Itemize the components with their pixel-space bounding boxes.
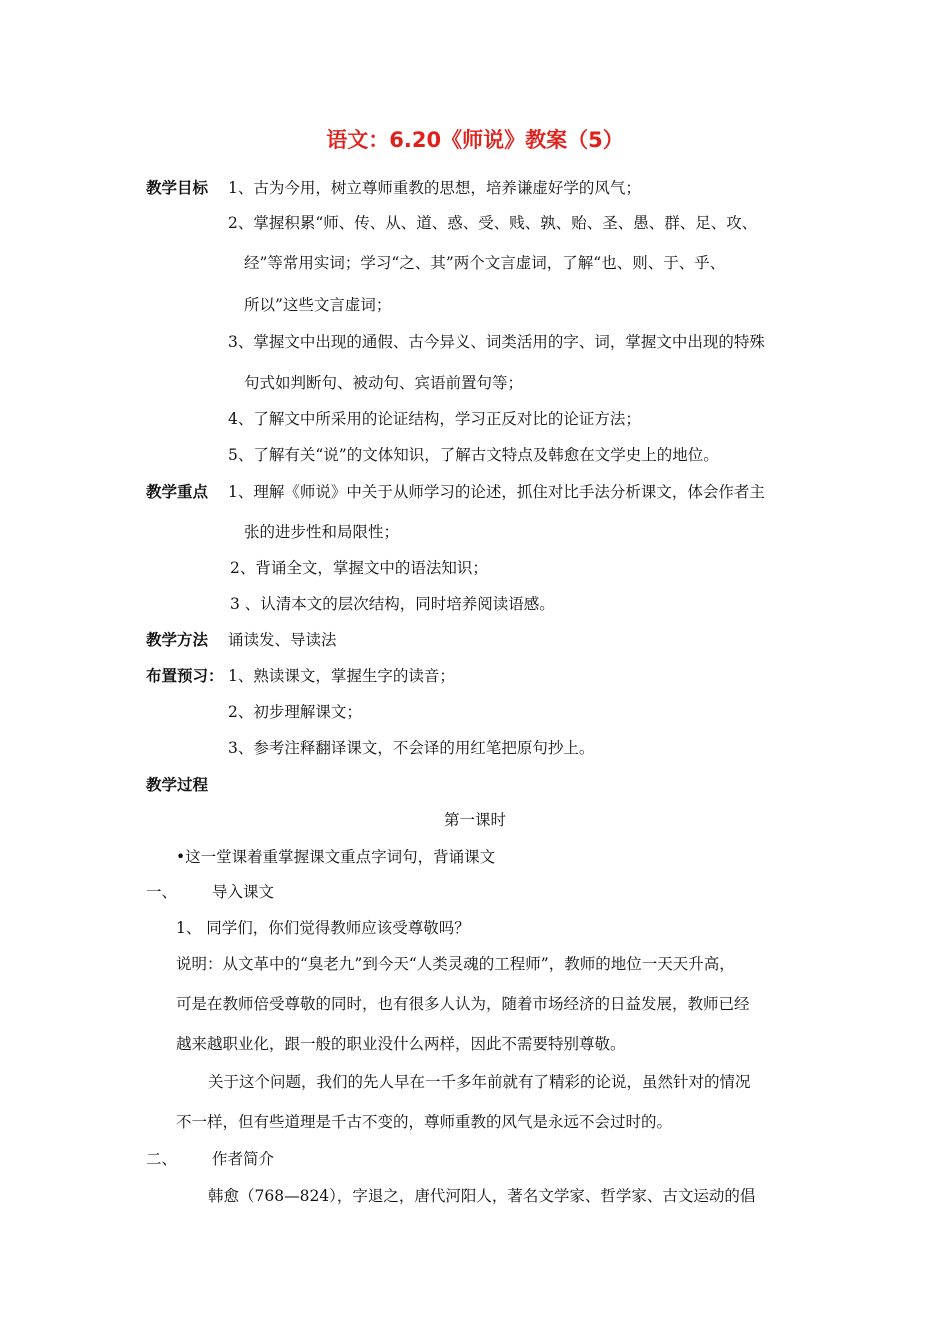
method-text: 诵读发、导读法 bbox=[228, 631, 337, 649]
goals-label: 教学目标 bbox=[146, 179, 209, 197]
goal-line: 所以”这些文言虚词； bbox=[244, 296, 392, 314]
section-number: 二、 bbox=[146, 1150, 178, 1168]
goal-line: 5、了解有关“说”的文体知识，了解古文特点及韩愈在文学史上的地位。 bbox=[228, 446, 719, 464]
section-title: 作者简介 bbox=[212, 1150, 275, 1168]
explain-line: 可是在教师倍受尊敬的同时，也有很多人认为，随着市场经济的日益发展，教师已经 bbox=[176, 995, 750, 1013]
goal-line: 2、掌握积累“师、传、从、道、惑、受、贱、孰、贻、圣、愚、群、足、攻、 bbox=[228, 214, 758, 232]
goal-line: 1、古为今用，树立尊师重教的思想，培养谦虚好学的风气； bbox=[228, 179, 641, 197]
doc-title: 语文：6.20《师说》教案（5） bbox=[326, 128, 624, 152]
section-title: 导入课文 bbox=[212, 883, 275, 901]
author-line: 韩愈（768—824），字退之，唐代河阳人，著名文学家、哲学家、古文运动的倡 bbox=[208, 1187, 756, 1205]
lesson-bullet: •这一堂课着重掌握课文重点字词句，背诵课文 bbox=[176, 848, 496, 866]
preview-label: 布置预习： bbox=[146, 667, 224, 685]
focus-line: 2、背诵全文，掌握文中的语法知识； bbox=[230, 559, 488, 577]
goal-line: 3、掌握文中出现的通假、古今异义、词类活用的字、词，掌握文中出现的特殊 bbox=[228, 333, 765, 351]
question-line: 1、 同学们，你们觉得教师应该受尊敬吗？ bbox=[176, 919, 470, 937]
process-label: 教学过程 bbox=[146, 776, 209, 794]
goal-line: 经”等常用实词；学习“之、其”两个文言虚词，了解“也、则、于、乎、 bbox=[244, 254, 726, 272]
preview-line: 3、参考注释翻译课文，不会译的用红笔把原句抄上。 bbox=[228, 739, 595, 757]
focus-line: 张的进步性和局限性； bbox=[244, 523, 400, 541]
lesson-heading: 第一课时 bbox=[443, 811, 506, 829]
explain-line: 不一样，但有些道理是千古不变的，尊师重教的风气是永远不会过时的。 bbox=[176, 1113, 673, 1131]
preview-line: 2、初步理解课文； bbox=[228, 703, 362, 721]
explain-line: 越来越职业化，跟一般的职业没什么两样，因此不需要特别尊敬。 bbox=[176, 1035, 626, 1053]
focus-line: 3 、认清本文的层次结构，同时培养阅读语感。 bbox=[230, 595, 555, 613]
goal-line: 4、了解文中所采用的论证结构，学习正反对比的论证方法； bbox=[228, 410, 641, 428]
preview-line: 1、熟读课文，掌握生字的读音； bbox=[228, 667, 455, 685]
focus-label: 教学重点 bbox=[146, 483, 209, 501]
goal-line: 句式如判断句、被动句、宾语前置句等； bbox=[244, 374, 524, 392]
explain-line: 关于这个问题，我们的先人早在一千多年前就有了精彩的论说，虽然针对的情况 bbox=[208, 1073, 751, 1091]
explain-line: 说明：从文革中的“臭老九”到今天“人类灵魂的工程师”，教师的地位一天天升高， bbox=[176, 955, 735, 973]
focus-line: 1、理解《师说》中关于从师学习的论述，抓住对比手法分析课文，体会作者主 bbox=[228, 483, 765, 501]
method-label: 教学方法 bbox=[146, 631, 209, 649]
section-number: 一、 bbox=[146, 883, 178, 901]
